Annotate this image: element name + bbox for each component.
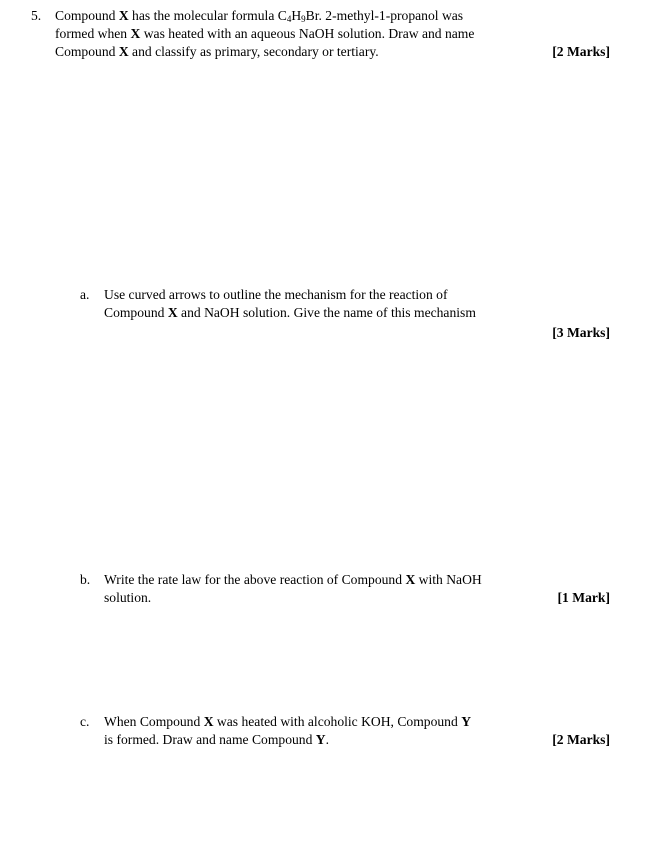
q5-line-1: Compound X has the molecular formula $C_4H_9Br$. 2-methyl-1-propanol was — [55, 8, 464, 24]
qc-line-1: When Compound X was heated with alcoholic KOH, Compound Y — [104, 714, 472, 729]
qa-marks: [3 Marks] — [552, 325, 610, 340]
qb-line-1: Write the rate law for the above reaction of Compound X with NaOH — [104, 572, 482, 587]
qa-line-2: Compound X and NaOH solution. Give the name of this mechanism — [104, 305, 476, 320]
qa-line-1: Use curved arrows to outline the mechanism for the reaction of — [104, 287, 448, 302]
qb-line-2: solution. — [104, 590, 152, 605]
q5-marks: [2 Marks] — [552, 44, 610, 59]
q5-line-2: formed when X was heated with an aqueous NaOH solution. Draw and name — [55, 26, 475, 41]
part-label-c: c. — [80, 714, 90, 729]
qc-marks: [2 Marks] — [552, 732, 610, 747]
part-label-b: b. — [80, 572, 91, 587]
question-number: 5. — [31, 8, 42, 23]
qb-marks: [1 Mark] — [557, 590, 610, 605]
qc-line-2: is formed. Draw and name Compound Y. — [104, 732, 330, 747]
part-label-a: a. — [80, 287, 90, 302]
q5-line-3: Compound X and classify as primary, secondary or tertiary. — [55, 44, 379, 59]
